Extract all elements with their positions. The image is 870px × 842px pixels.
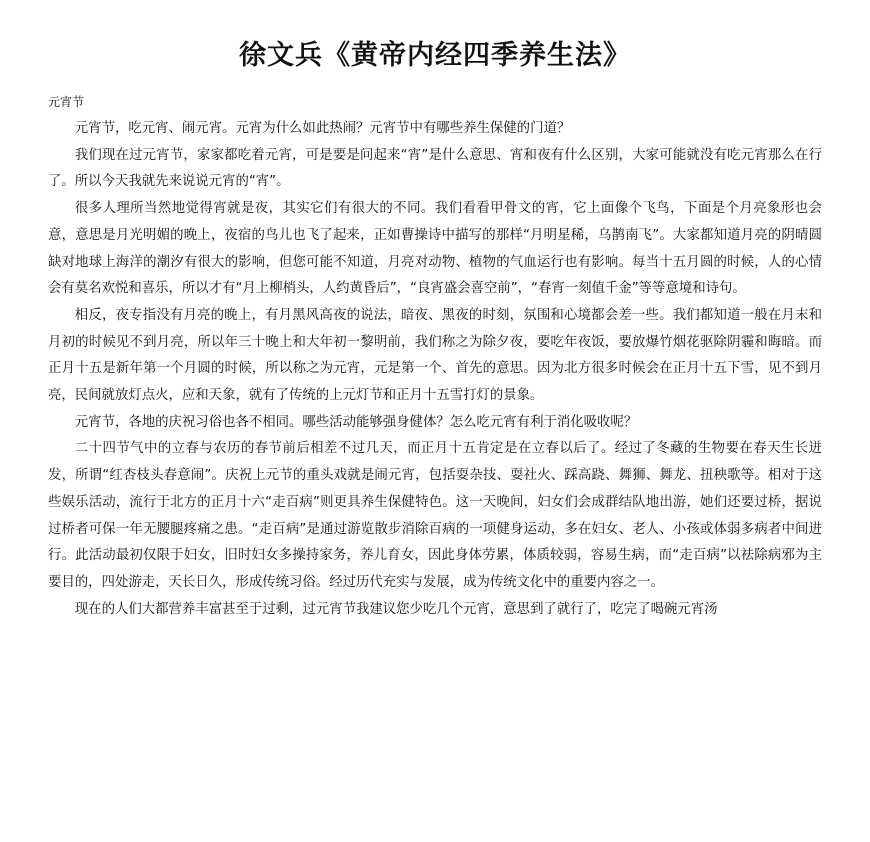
paragraph: 元宵节，吃元宵、闹元宵。元宵为什么如此热闹？元宵节中有哪些养生保健的门道？	[74, 121, 571, 136]
document-title: 徐文兵《黄帝内经四季养生法》	[239, 40, 631, 71]
paragraph: 相反，夜专指没有月亮的晚上，有月黑风高夜的说法，暗夜、黑夜的时刻，氛围和心境都会差一些。我们都知道一般在月末和月初的时候见不到月亮，所以年三十晚上和大年初一黎明前，我们称之为除夕夜，要吃年夜饭，要放爆竹烟花驱除阴霾和晦暗。而正月十五是新年第一个月圆的时候，所以称之为元宵，元是第一个、首先的意思。因为北方很多时候会在正月十五下雪，见不到月亮，民间就放灯点火，应和天象，就有了传统的上元灯节和正月十五雪打灯的景象。	[48, 307, 822, 404]
section-heading: 元宵节	[48, 95, 85, 109]
document-body	[48, 116, 822, 623]
paragraph: 二十四节气中的立春与农历的春节前后相差不过几天，而正月十五肯定是在立春以后了。经过了冬藏的生物要在春天生长迸发，所谓“红杏枝头春意闹”。庆祝上元节的重头戏就是闹元宵，包括耍杂技、耍社火、踩高跷、舞狮、舞龙、扭秧歌等。相对于这些娱乐活动，流行于北方的正月十六“走百病”则更具养生保健特色。这一天晚间，妇女们会成群结队地出游，她们还要过桥，据说过桥者可保一年无腰腿疼痛之患。“走百病”是通过游览散步消除百病的一项健身运动，多在妇女、老人、小孩或体弱多病者中间进行。此活动最初仅限于妇女，旧时妇女多操持家务，养儿育女，因此身体劳累，体质较弱，容易生病，而“走百病”以祛除病邪为主要目的，四处游走，天长日久，形成传统习俗。经过历代充实与发展，成为传统文化中的重要内容之一。	[48, 441, 822, 590]
paragraph: 我们现在过元宵节，家家都吃着元宵，可是要是问起来“宵”是什么意思、宵和夜有什么区别，大家可能就没有吃元宵那么在行了。所以今天我就先来说说元宵的“宵”。	[48, 147, 822, 190]
paragraph: 很多人理所当然地觉得宵就是夜，其实它们有很大的不同。我们看看甲骨文的宵，它上面像个飞鸟，下面是个月亮象形也会意，意思是月光明媚的晚上，夜宿的鸟儿也飞了起来，正如曹操诗中描写的那样“月明星稀，乌鹊南飞”。大家都知道月亮的阴晴圆缺对地球上海洋的潮汐有很大的影响，但您可能不知道，月亮对动物、植物的气血运行也有影响。每当十五月圆的时候，人的心情会有莫名欢悦和喜乐，所以才有“月上柳梢头，人约黄昏后”，“良宵盛会喜空前”，“春宵一刻值千金”等等意境和诗句。	[48, 201, 822, 297]
paragraph: 现在的人们大都营养丰富甚至于过剩，过元宵节我建议您少吃几个元宵，意思到了就行了，吃完了喝碗元宵汤	[74, 601, 718, 617]
paragraph: 元宵节，各地的庆祝习俗也各不相同。哪些活动能够强身健体？怎么吃元宵有利于消化吸收呢？	[74, 414, 638, 430]
